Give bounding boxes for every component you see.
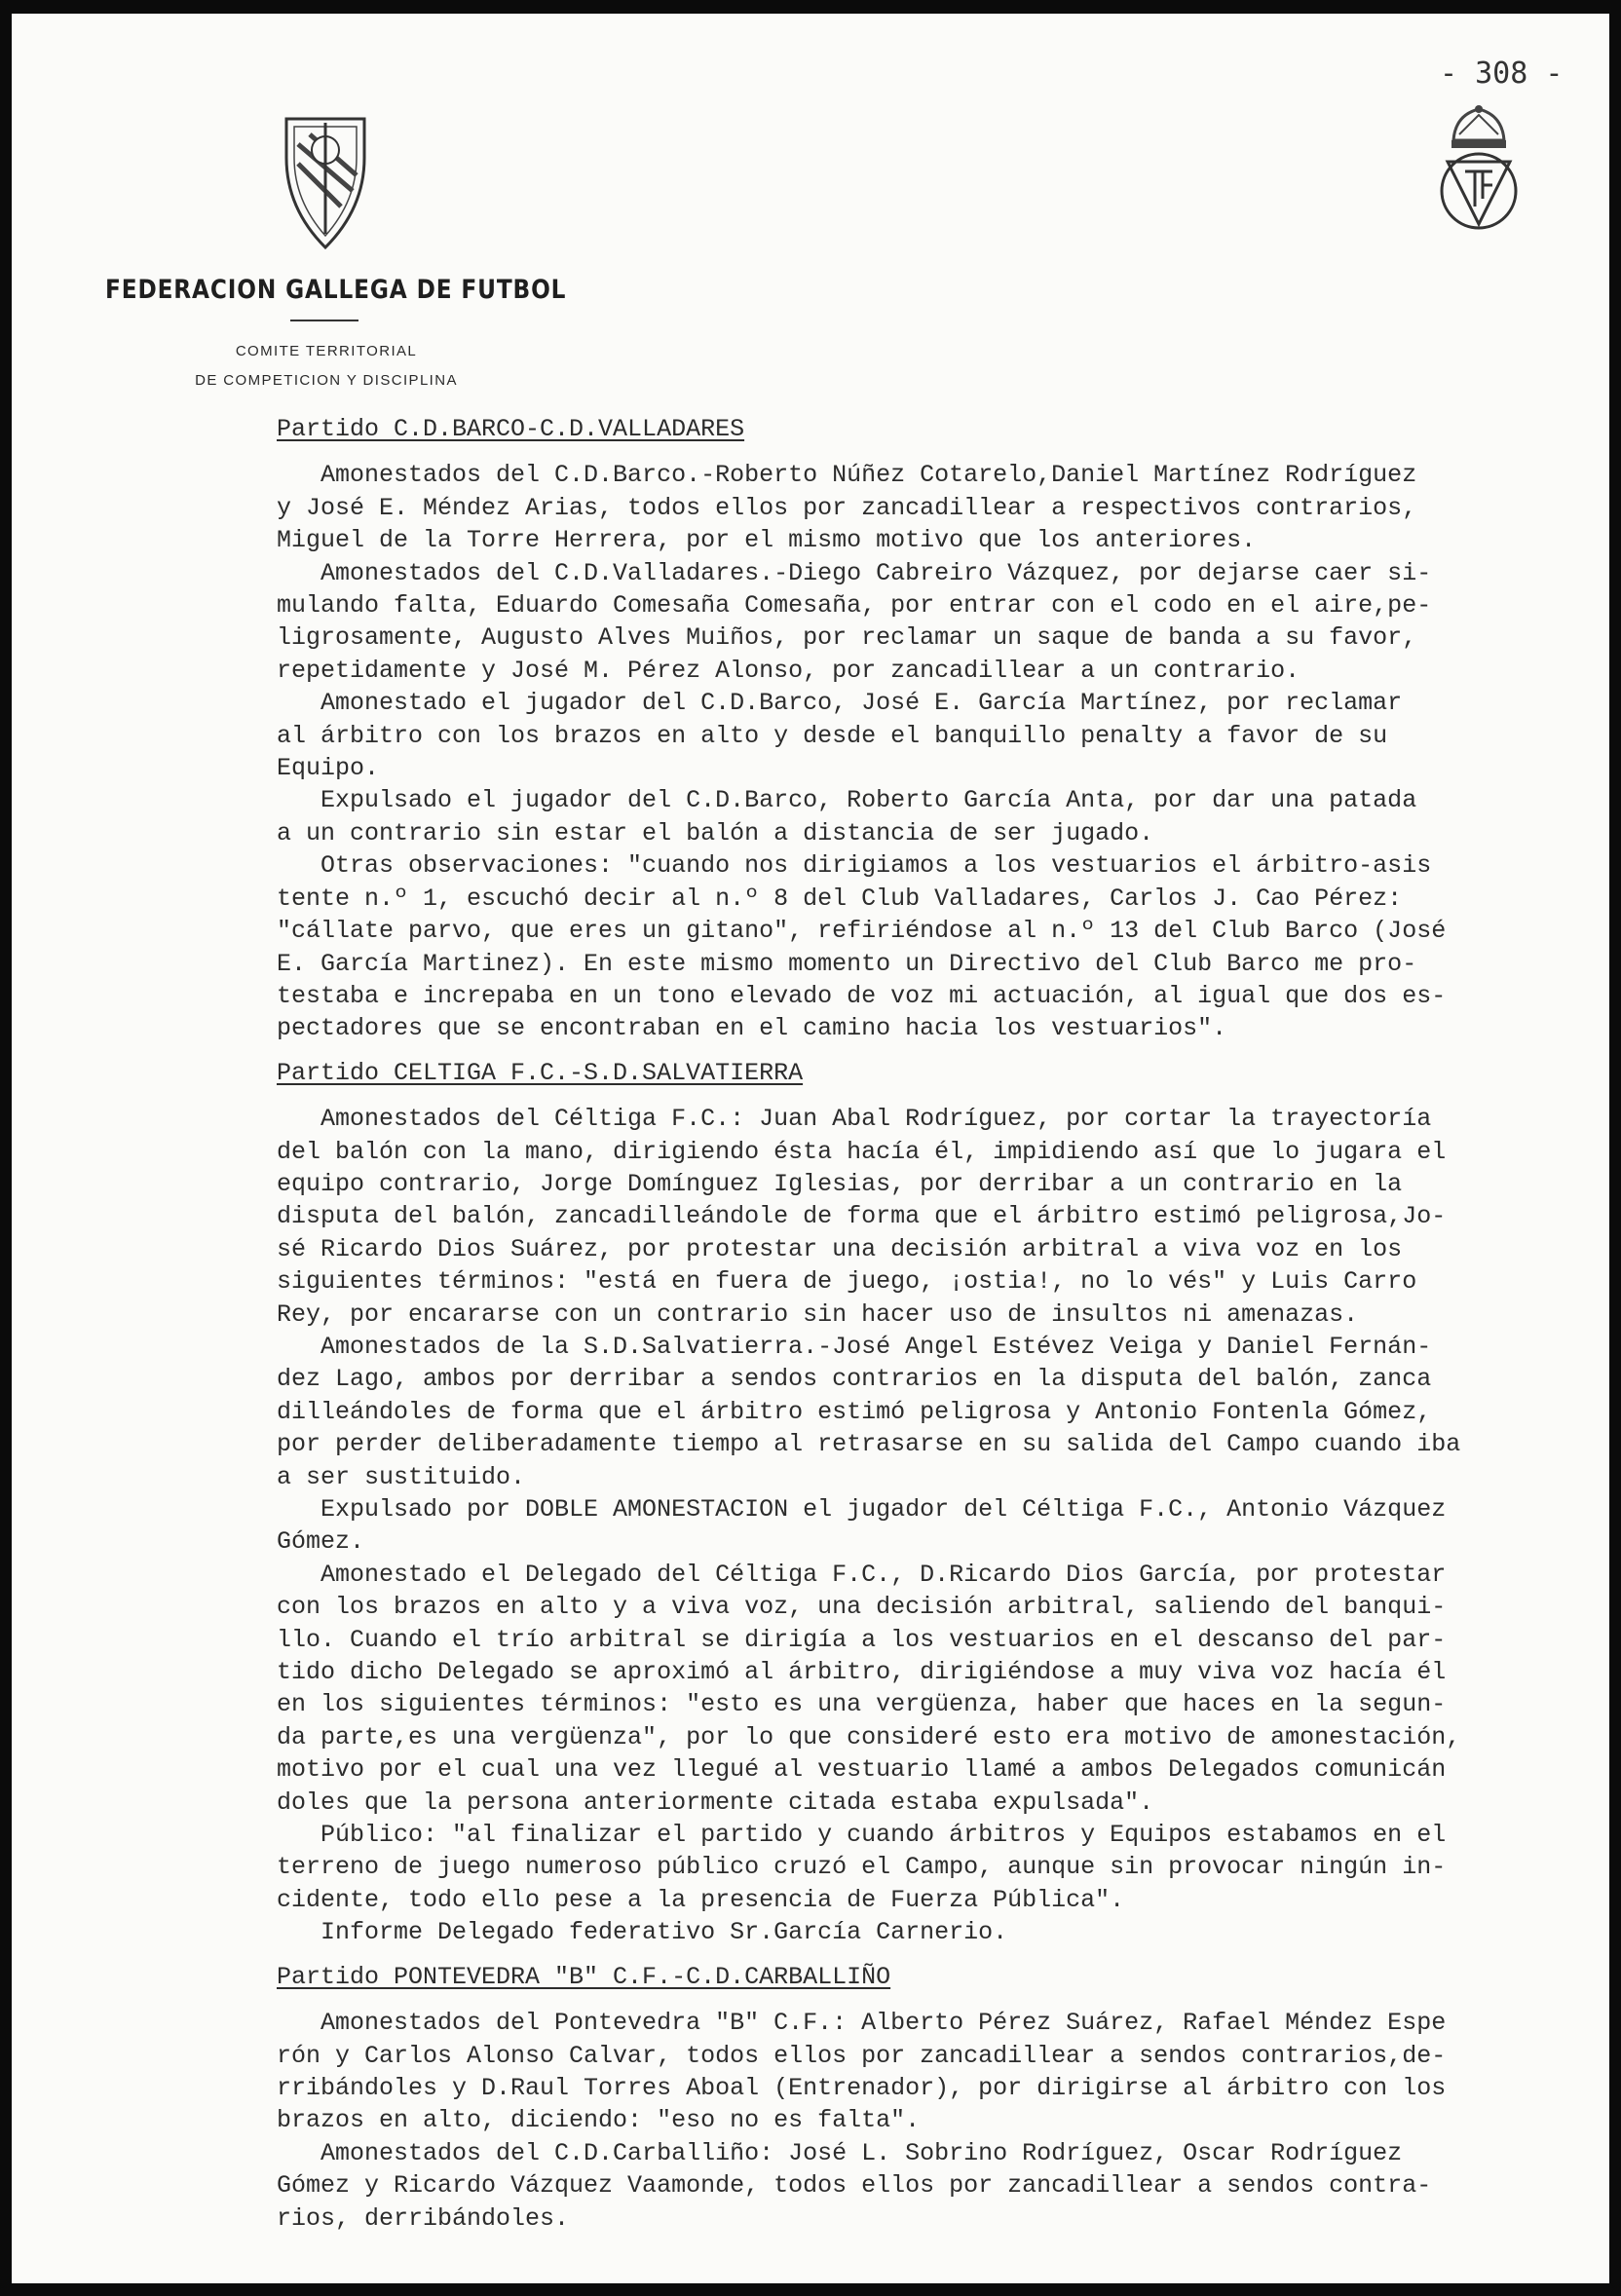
- report-line: Expulsado por DOBLE AMONESTACION el jugador del Céltiga F.C., Antonio Vázquez: [277, 1495, 1447, 1524]
- report-line: motivo por el cual una vez llegué al vestuario llamé a ambos Delegados comunicán: [277, 1755, 1447, 1785]
- report-line: rón y Carlos Alonso Calvar, todos ellos por zancadillear a sendos contrarios,de-: [277, 2041, 1447, 2070]
- report-line: Amonestados del C.D.Valladares.-Diego Cabreiro Vázquez, por dejarse caer si-: [277, 558, 1432, 587]
- match-section-2: [277, 1057, 1609, 1949]
- report-line: llo. Cuando el trío arbitral se dirigía a los vestuarios en el descanso del par-: [277, 1625, 1447, 1654]
- report-line: doles que la persona anteriormente citada estaba expulsada".: [277, 1788, 1154, 1817]
- page-number: - 308 -: [1440, 56, 1564, 91]
- report-line: Público: "al finalizar el partido y cuando árbitros y Equipos estabamos en el: [277, 1821, 1447, 1850]
- report-line: mulando falta, Eduardo Comesaña Comesaña, por entrar con el codo en el aire,pe-: [277, 591, 1432, 621]
- report-line: Amonestados del Céltiga F.C.: Juan Abal Rodríguez, por cortar la trayectoría: [277, 1105, 1432, 1134]
- report-line: tido dicho Delegado se aproximó al árbitro, dirigiéndose a muy viva voz hacía él: [277, 1658, 1447, 1687]
- match-title: Partido C.D.BARCO-C.D.VALLADARES: [277, 415, 745, 443]
- report-line: Amonestado el jugador del C.D.Barco, José E. García Martínez, por reclamar: [277, 689, 1403, 718]
- report-line: Equipo.: [277, 754, 380, 783]
- report-line: terreno de juego numeroso público cruzó el Campo, aunque sin provocar ningún in-: [277, 1853, 1447, 1882]
- report-line: Otras observaciones: "cuando nos dirigiamos a los vestuarios el árbitro-asis: [277, 851, 1432, 881]
- report-line: pectadores que se encontraban en el camino hacia los vestuarios".: [277, 1014, 1227, 1043]
- report-line: siguientes términos: "está en fuera de juego, ¡ostia!, no lo vés" y Luis Carro: [277, 1267, 1417, 1297]
- document-page: [12, 14, 1609, 2283]
- report-line: del balón con la mano, dirigiendo ésta hacía él, impidiendo así que lo jugara el: [277, 1137, 1447, 1166]
- report-line: por perder deliberadamente tiempo al retrasarse en su salida del Campo cuando iba: [277, 1430, 1461, 1459]
- report-line: ligrosamente, Augusto Alves Muiños, por reclamar un saque de banda a su favor,: [277, 623, 1417, 653]
- report-line: "cállate parvo, que eres un gitano", refiriéndose al n.º 13 del Club Barco (José: [277, 917, 1447, 946]
- crown-emblem-logo: [1430, 101, 1527, 234]
- match-report: [277, 459, 1609, 1044]
- report-line: Miguel de la Torre Herrera, por el mismo motivo que los anteriores.: [277, 526, 1257, 555]
- report-line: rios, derribándoles.: [277, 2203, 570, 2233]
- federation-name: FEDERACION GALLEGA DE FUTBOL: [105, 275, 567, 305]
- report-line: cidente, todo ello pese a la presencia de Fuerza Pública".: [277, 1885, 1125, 1914]
- federation-shield-logo: [281, 115, 370, 251]
- match-section-1: [277, 413, 1609, 1045]
- header-divider: [290, 320, 358, 321]
- report-line: repetidamente y José M. Pérez Alonso, por zancadillear a un contrario.: [277, 656, 1301, 685]
- report-line: con los brazos en alto y a viva voz, una decisión arbitral, saliendo del banqui-: [277, 1593, 1447, 1622]
- report-line: Rey, por encararse con un contrario sin hacer uso de insultos ni amenazas.: [277, 1299, 1359, 1329]
- report-line: Amonestado el Delegado del Céltiga F.C., D.Ricardo Dios García, por protestar: [277, 1560, 1447, 1589]
- match-section-3: [277, 1961, 1609, 2235]
- report-line: tente n.º 1, escuchó decir al n.º 8 del Club Valladares, Carlos J. Cao Pérez:: [277, 884, 1403, 913]
- report-line: brazos en alto, diciendo: "eso no es falta".: [277, 2106, 921, 2135]
- match-report: [277, 1103, 1609, 1949]
- report-line: a un contrario sin estar el balón a distancia de ser jugado.: [277, 818, 1154, 847]
- report-line: a ser sustituido.: [277, 1462, 526, 1491]
- match-report: [277, 2007, 1609, 2235]
- committee-line-2: DE COMPETICION Y DISCIPLINA: [195, 372, 458, 389]
- report-line: dez Lago, ambos por derribar a sendos contrarios en la disputa del balón, zanca: [277, 1365, 1432, 1394]
- match-title: Partido CELTIGA F.C.-S.D.SALVATIERRA: [277, 1058, 804, 1087]
- committee-heading: [144, 337, 509, 395]
- report-line: dilleándoles de forma que el árbitro estimó peligrosa y Antonio Fontenla Gómez,: [277, 1397, 1432, 1426]
- report-line: disputa del balón, zancadilleándole de forma que el árbitro estimó peligrosa,Jo-: [277, 1202, 1447, 1231]
- report-line: Informe Delegado federativo Sr.García Carnerio.: [277, 1918, 1008, 1947]
- report-line: y José E. Méndez Arias, todos ellos por zancadillear a respectivos contrarios,: [277, 493, 1417, 522]
- report-line: Gómez.: [277, 1527, 365, 1557]
- report-line: equipo contrario, Jorge Domínguez Iglesias, por derribar a un contrario en la: [277, 1169, 1403, 1198]
- committee-line-1: COMITE TERRITORIAL: [235, 343, 418, 359]
- match-title: Partido PONTEVEDRA "B" C.F.-C.D.CARBALLIÑO: [277, 1962, 891, 1991]
- report-line: en los siguientes términos: "esto es una vergüenza, haber que haces en la segun-: [277, 1690, 1447, 1719]
- report-line: Gómez y Ricardo Vázquez Vaamonde, todos ellos por zancadillear a sendos contra-: [277, 2171, 1432, 2201]
- report-line: sé Ricardo Dios Suárez, por protestar una decisión arbitral a viva voz en los: [277, 1234, 1403, 1263]
- report-line: testaba e increpaba en un tono elevado de voz mi actuación, al igual que dos es-: [277, 981, 1447, 1010]
- report-line: Expulsado el jugador del C.D.Barco, Roberto García Anta, por dar una patada: [277, 786, 1417, 815]
- report-line: al árbitro con los brazos en alto y desde el banquillo penalty a favor de su: [277, 721, 1388, 750]
- report-line: da parte,es una vergüenza", por lo que consideré esto era motivo de amonestación,: [277, 1722, 1461, 1751]
- report-line: Amonestados del C.D.Carballiño: José L. Sobrino Rodríguez, Oscar Rodríguez: [277, 2138, 1403, 2167]
- report-line: rribándoles y D.Raul Torres Aboal (Entrenador), por dirigirse al árbitro con los: [277, 2073, 1447, 2102]
- report-line: Amonestados del C.D.Barco.-Roberto Núñez Cotarelo,Daniel Martínez Rodríguez: [277, 461, 1417, 490]
- report-line: E. García Martinez). En este mismo momento un Directivo del Club Barco me pro-: [277, 949, 1417, 978]
- report-line: Amonestados del Pontevedra "B" C.F.: Alberto Pérez Suárez, Rafael Méndez Espe: [277, 2009, 1447, 2038]
- report-line: Amonestados de la S.D.Salvatierra.-José Angel Estévez Veiga y Daniel Fernán-: [277, 1332, 1432, 1361]
- document-body: [277, 413, 1609, 2246]
